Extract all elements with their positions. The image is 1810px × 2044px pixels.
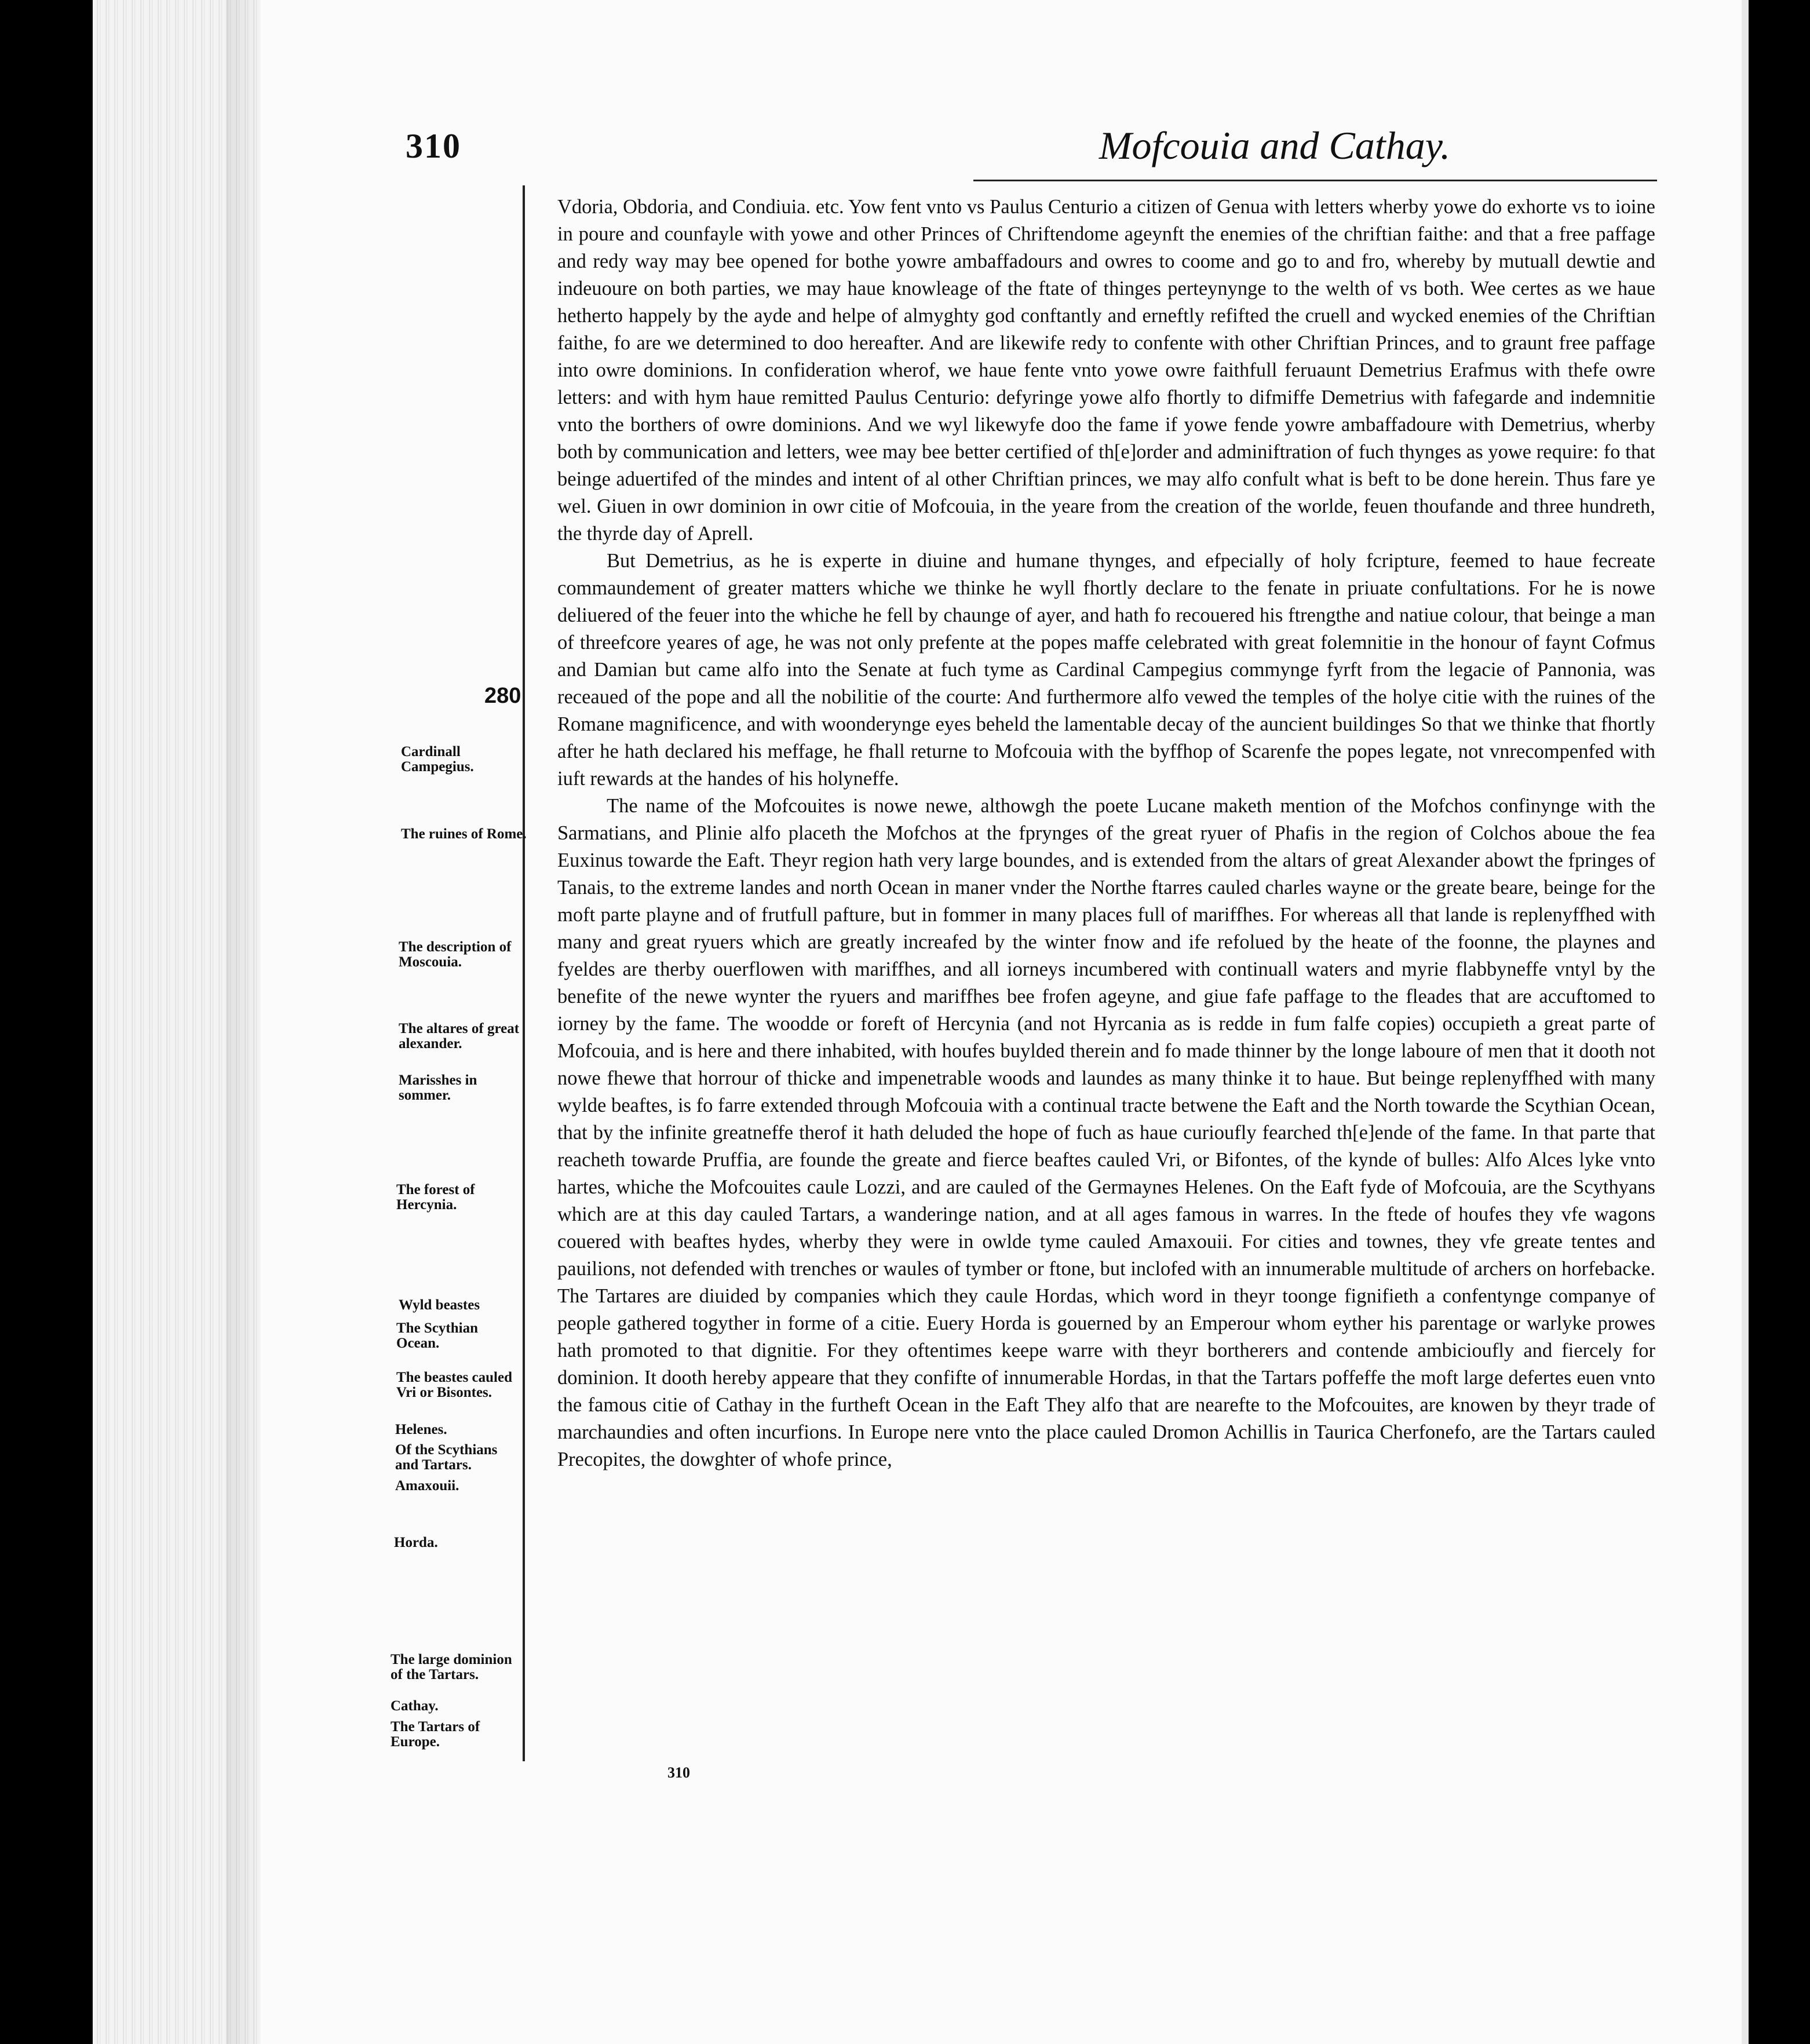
sidenote: Wyld beastes bbox=[399, 1297, 480, 1313]
sidenote: The ruines of Rome. bbox=[401, 826, 527, 842]
scan-right-border bbox=[1742, 0, 1810, 2044]
scan-left-border bbox=[0, 0, 93, 2044]
margin-line-number: 280 bbox=[484, 684, 521, 708]
sidenote: Horda. bbox=[394, 1535, 438, 1550]
sidenote: The description of Moscouia. bbox=[399, 939, 512, 970]
sidenote: Amaxouii. bbox=[395, 1478, 459, 1494]
sidenote: The forest of Hercynia. bbox=[396, 1182, 475, 1213]
signature-mark: 310 bbox=[667, 1764, 690, 1781]
sidenote: Of the Scythians and Tartars. bbox=[395, 1442, 498, 1473]
sidenote: Cardinall Campegius. bbox=[401, 744, 474, 775]
next-page-edge bbox=[1742, 0, 1749, 2044]
header-rule bbox=[973, 180, 1657, 181]
running-title: Mofcouia and Cathay. bbox=[1099, 123, 1451, 167]
margin-column-rule bbox=[523, 185, 525, 1761]
page-number: 310 bbox=[406, 127, 461, 165]
sidenote: Helenes. bbox=[395, 1422, 447, 1437]
body-text bbox=[557, 194, 1655, 1473]
sidenote: Marisshes in sommer. bbox=[399, 1072, 477, 1103]
paragraph: The name of the Mofcouites is nowe newe, althowgh the poete Lucane maketh mention of the Mofchos confinynge with the Sarmatians, and Plinie alfo placeth the Mofchos at the fprynges of the great ryuer of Phafis in the region of Colchos aboue the fea Euxinus towarde the Eaft. Theyr region hath very large boundes, and is extended from the altars of great Alexander abowt the fpringes of Tanais, to the extreme landes and north Ocean in maner vnder the Northe ftarres cauled charles wayne or the greate beare, beinge for the moft parte playne and of frutfull pafture, but in fommer in many places full of mariffhes. For whereas all that lande is replenyffhed with many and great ryuers which are greatly increafed by the winter fnow and ife refolued by the heate of the foonne, the playnes and fyeldes are therby ouerflowen with mariffhes, and all iorneys incumbered with continuall waters and myrie flabbyneffe vntyl by the benefite of the newe wynter the ryuers and mariffhes bee frofen ageyne, and giue fafe paffage to the fleades that are accuftomed to iorney by the fame. The woodde or foreft of Hercynia (and not Hyrcania as is redde in fum falfe copies) occupieth a great parte of Mofcouia, and is here and there inhabited, with houfes buylded therein and fo made thinner by the longe laboure of men that it dooth not nowe fhewe that horrour of thicke and impenetrable woods and laundes as many thinke it to haue. But beinge replenyffhed with many wylde beaftes, is fo farre extended through Mofcouia with a continual tracte betwene the Eaft and the North towarde the Scythian Ocean, that by the infinite greatneffe therof it hath deluded the hope of fuch as haue curioufly fearched th[e]ende of the fame. In that parte that reacheth towarde Pruffia, are founde the greate and fierce beaftes cauled Vri, or Bifontes, of the kynde of bulles: Alfo Alces lyke vnto hartes, whiche the Mofcouites caule Lozzi, and are cauled of the Germaynes Helenes. On the Eaft fyde of Mofcouia, are the Scythyans which are at this day cauled Tartars, a wanderinge nation, and at all ages famous in warres. In the ftede of houfes they vfe wagons couered with beaftes hydes, wherby they were in owlde tyme cauled Amaxouii. For cities and townes, they vfe greate tentes and pauilions, not defended with trenches or waules of tymber or ftone, but inclofed with an innumerable multitude of archers on horfebacke. The Tartares are diuided by companies which they caule Hordas, which word in theyr toonge fignifieth a confentynge companye of people gathered togyther in forme of a citie. Euery Horda is gouerned by an Emperour whom eyther his parentage or warlyke prowes hath promoted to that dignitie. For they oftentimes keepe warre with theyr bortherers and contende ambicioufly and fiercely for dominion. It dooth hereby appeare that they confifte of innumerable Hordas, in that the Tartars poffeffe the moft large defertes euen vnto the famous citie of Cathay in the furtheft Ocean in the Eaft They alfo that are nearefte to the Mofcouites, are knowen by theyr trade of marchaundies and often incurfions. In Europe nere vnto the place cauled Dromon Achillis in Taurica Cherfonefo, are the Tartars cauled Precopites, the dowghter of whofe prince, bbox=[557, 795, 1655, 1470]
sidenote: The Tartars of Europe. bbox=[391, 1719, 480, 1750]
paragraph: Vdoria, Obdoria, and Condiuia. etc. Yow fent vnto vs Paulus Centurio a citizen of Genua with letters wherby yowe do exhorte vs to ioine in poure and counfayle with yowe and other Princes of Chriftendome ageynft the enemies of the chriftian faithe: and that a free paffage and redy way may bee opened for bothe yowre ambaffadours and owres to coome and go to and fro, whereby by mutuall dewtie and indeuoure on both parties, we may haue knowleage of the ftate of thinges perteynynge to the welth of vs both. Wee certes as we haue hetherto happely by the ayde and helpe of almyghty god conftantly and erneftly refifted the cruell and wycked enemies of the Chriftian faithe, fo are we determined to doo hereafter. And are likewife redy to confente with other Chriftian Princes, and to graunt free paffage into owre dominions. In confideration wherof, we haue fente vnto yowe owre faithfull feruaunt Demetrius Erafmus with thefe owre letters: and with hym haue remitted Paulus Centurio: defyringe yowe alfo fhortly to difmiffe Demetrius with fafegarde and indemnitie vnto the borthers of owre dominions. And we wyl likewyfe doo the fame if yowe fende yowre ambaffadoure with Demetrius, wherby both by communication and letters, wee may bee better certified of th[e]order and adminiftration of fuch thynges as yowe require: fo that beinge aduertifed of the mindes and intent of al other Chriftian princes, we may alfo confult what is beft to be done herein. Thus fare ye wel. Giuen in owr dominion in owr citie of Mofcouia, in the yeare from the creation of the worlde, feuen thoufande and three hundreth, the thyrde day of Aprell. bbox=[557, 196, 1655, 545]
gutter-shadow bbox=[226, 0, 261, 2044]
sidenote: The large dominion of the Tartars. bbox=[391, 1652, 512, 1682]
sidenote: The beastes cauled Vri or Bisontes. bbox=[396, 1370, 512, 1400]
paragraph: But Demetrius, as he is experte in diuine and humane thynges, and efpecially of holy fcripture, feemed to haue fecreate commaundement of greater matters whiche we thinke he wyll fhortly declare to the fenate in priuate confultations. For he is nowe deliuered of the feuer into the whiche he fell by chaunge of ayer, and hath fo recouered his ftrengthe and natiue colour, that beinge a man of threefcore yeares of age, he was not only prefente at the popes maffe celebrated with great folemnitie in the honour of faynt Cofmus and Damian but came alfo into the Senate at fuch tyme as Cardinal Campegius commynge fyrft from the legacie of Pannonia, was receaued of the pope and all the nobilitie of the courte: And furthermore alfo vewed the temples of the holye citie with the ruines of the Romane magnificence, and with woonderynge eyes beheld the lamentable decay of the auncient buildinges So that we thinke that fhortly after he hath declared his meffage, he fhall returne to Mofcouia with the byffhop of Scarenfe the popes legate, not vnrecompenfed with iuft rewards at the handes of his holyneffe. bbox=[557, 550, 1655, 790]
sidenote: The Scythian Ocean. bbox=[396, 1320, 479, 1351]
sidenote: The altares of great alexander. bbox=[399, 1021, 520, 1052]
sidenote: Cathay. bbox=[391, 1698, 439, 1714]
